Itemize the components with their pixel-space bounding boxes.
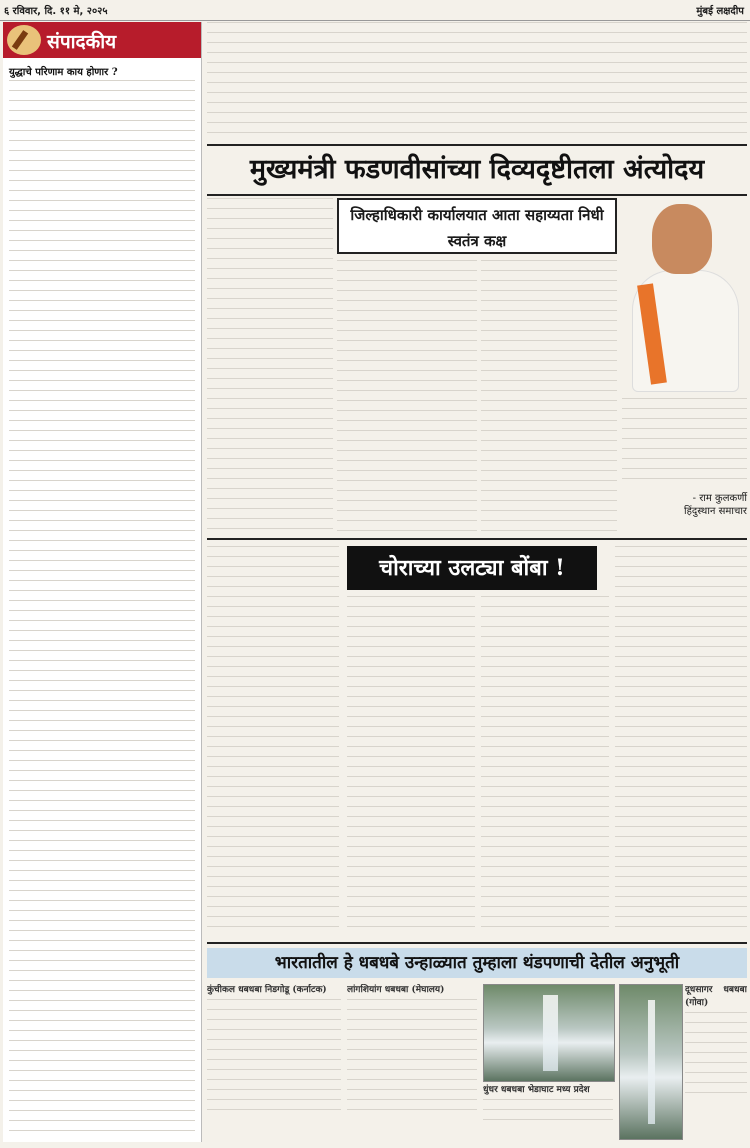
masthead [0, 0, 750, 21]
editorial-question: युद्धाचे परिणाम काय होणार ? [9, 67, 118, 78]
middle-col-2 [347, 596, 475, 936]
author-name: - राम कुलकर्णी [692, 493, 747, 504]
bottom-col-1 [207, 984, 341, 1140]
editorial-header [3, 22, 201, 58]
page-date-line: ६ रविवार, दि. ११ मे, २०२५ [4, 6, 108, 17]
waterfall-title-2: लांगशियांग धबधबा (मेघालय) [347, 985, 445, 995]
bottom-col-3 [483, 1084, 613, 1140]
middle-article [207, 538, 747, 940]
editorial-title: संपादकीय [47, 31, 117, 53]
pen-icon [7, 25, 41, 55]
bottom-headline: भारतातील हे धबधबे उन्हाळ्यात तुम्हाला थंडपणाची देतील अनुभूती [207, 948, 747, 978]
waterfall-photo-1 [483, 984, 615, 1082]
lead-headline: मुख्यमंत्री फडणवीसांच्या दिव्यदृष्टीतला अंत्योदय [207, 144, 747, 196]
lead-article [207, 22, 747, 532]
editorial-column [3, 22, 202, 1142]
lead-top-text [207, 22, 747, 140]
publication-name: मुंबई लक्षदीप [696, 6, 744, 17]
lead-subhead: जिल्हाधिकारी कार्यालयात आता सहाय्यता निधी स्वतंत्र कक्ष [337, 198, 617, 254]
bottom-article [207, 942, 747, 1144]
lead-col-left [207, 198, 333, 532]
lead-col-middle [337, 260, 477, 532]
middle-col-3 [481, 596, 609, 936]
middle-col-4 [615, 546, 747, 936]
editorial-body [9, 80, 195, 1136]
portrait-photo [622, 194, 747, 394]
lead-col-right [481, 260, 617, 532]
waterfall-title-1: कुंचीकल धबधबा निडगोडू (कर्नाटक) [207, 985, 327, 995]
waterfall-title-4: दूधसागर धबधबा (गोवा) [685, 985, 747, 1008]
bottom-col-2 [347, 984, 477, 1140]
middle-col-1 [207, 546, 339, 936]
byline [637, 492, 747, 518]
bottom-col-4 [685, 984, 747, 1140]
lead-col-far-right [622, 398, 747, 488]
middle-headline: चोराच्या उलट्या बोंबा ! [347, 546, 597, 590]
author-org: हिंदुस्थान समाचार [684, 506, 747, 517]
waterfall-photo-2 [619, 984, 683, 1140]
waterfall-title-3: धुंधर धबधबा भेडाघाट मध्य प्रदेश [483, 1085, 590, 1095]
